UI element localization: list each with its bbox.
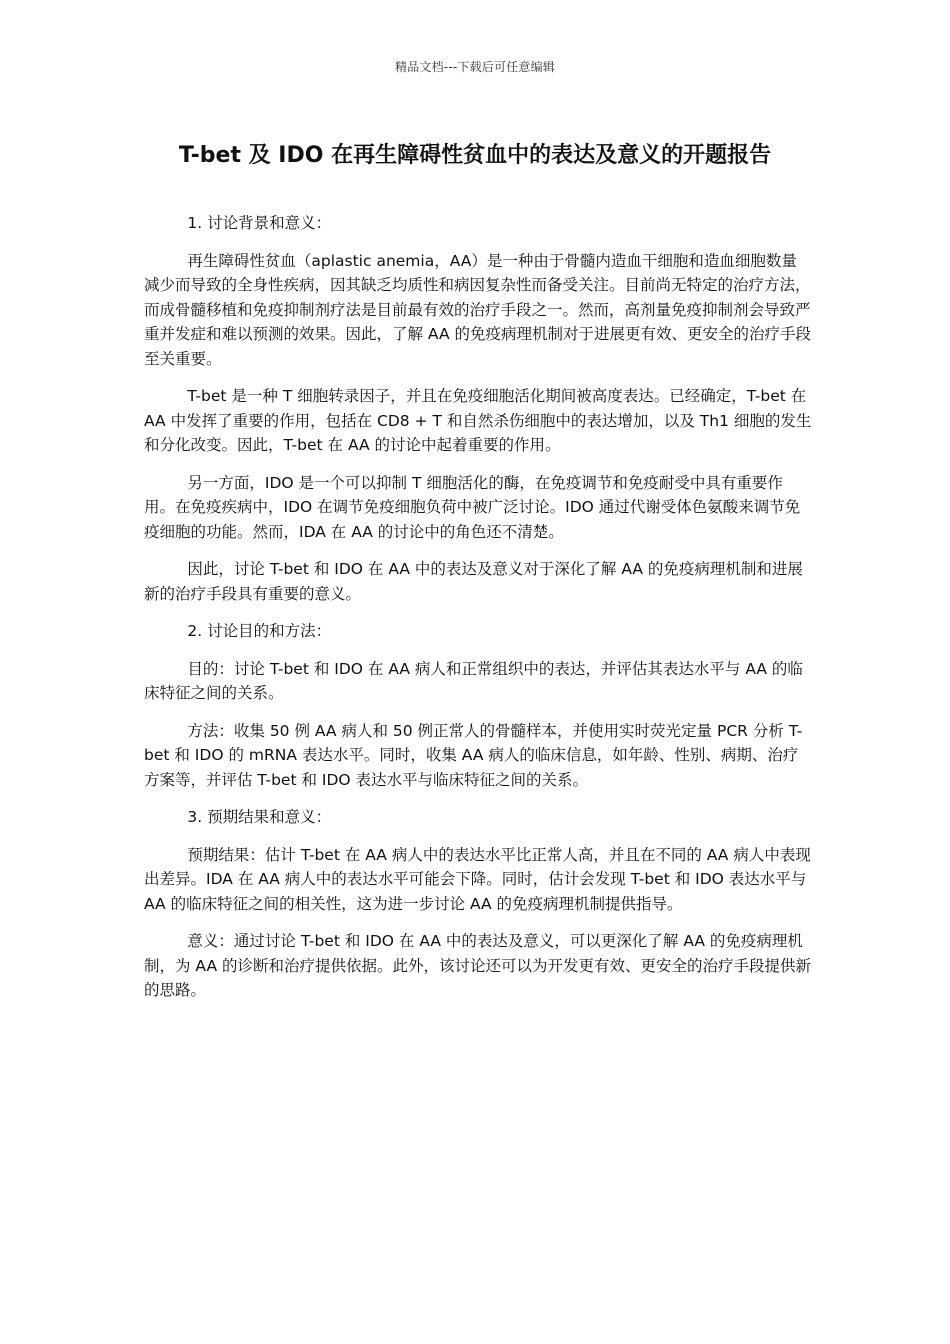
header-note: 精品文档---下载后可任意编辑: [395, 60, 555, 74]
paragraph: 再生障碍性贫血（aplastic anemia，AA）是一种由于骨髓内造血干细胞和造血细胞数量减少而导致的全身性疾病，因其缺乏均质性和病因复杂性而备受关注。目前尚无特定的治疗方法，而成骨髓移植和免疫抑制剂疗法是目前最有效的治疗手段之一。然而，高剂量免疫抑制剂会导致严重并发症和难以预测的效果。因此，了解 AA 的免疫病理机制对于进展更有效、更安全的治疗手段至关重要。: [144, 251, 811, 368]
document-body: [144, 211, 812, 1016]
section-heading-background: 1. 讨论背景和意义：: [187, 214, 332, 232]
paragraph: 预期结果：估计 T-bet 在 AA 病人中的表达水平比正常人高，并且在不同的 AA 病人中表现出差异。IDA 在 AA 病人中的表达水平可能会下降。同时，估计会发现 T-bet 和 IDO 表达水平与 AA 的临床特征之间的相关性，这为进一步讨论 AA 的免疫病理机制提供指导。: [144, 845, 811, 913]
section-heading-expected-results: 3. 预期结果和意义：: [187, 808, 332, 826]
paragraph: 目的：讨论 T-bet 和 IDO 在 AA 病人和正常组织中的表达，并评估其表达水平与 AA 的临床特征之间的关系。: [144, 659, 803, 702]
paragraph: 另一方面，IDO 是一个可以抑制 T 细胞活化的酶，在免疫调节和免疫耐受中具有重要作用。在免疫疾病中，IDO 在调节免疫细胞负荷中被广泛讨论。IDO 通过代谢受体色氨酸来调节免疫细胞的功能。然而，IDA 在 AA 的讨论中的角色还不清楚。: [144, 473, 801, 541]
paragraph: 因此，讨论 T-bet 和 IDO 在 AA 中的表达及意义对于深化了解 AA 的免疫病理机制和进展新的治疗手段具有重要的意义。: [144, 560, 803, 603]
paragraph: 意义：通过讨论 T-bet 和 IDO 在 AA 中的表达及意义，可以更深化了解 AA 的免疫病理机制，为 AA 的诊断和治疗提供依据。此外，该讨论还可以为开发更有效、更安全的治疗手段提供新的思路。: [144, 932, 811, 999]
document-title: T-bet 及 IDO 在再生障碍性贫血中的表达及意义的开题报告: [178, 143, 772, 168]
paragraph: T-bet 是一种 T 细胞转录因子，并且在免疫细胞活化期间被高度表达。已经确定，T-bet 在 AA 中发挥了重要的作用，包括在 CD8 + T 和自然杀伤细胞中的表达增加，以及 Th1 细胞的发生和分化改变。因此，T-bet 在 AA 的讨论中起着重要的作用。: [144, 387, 812, 454]
paragraph: 方法：收集 50 例 AA 病人和 50 例正常人的骨髓样本，并使用实时荧光定量 PCR 分析 T-bet 和 IDO 的 mRNA 表达水平。同时，收集 AA 病人的临床信息，如年龄、性别、病期、治疗方案等，并评估 T-bet 和 IDO 表达水平与临床特征之间的关系。: [144, 721, 803, 789]
section-heading-methods: 2. 讨论目的和方法：: [187, 622, 332, 640]
